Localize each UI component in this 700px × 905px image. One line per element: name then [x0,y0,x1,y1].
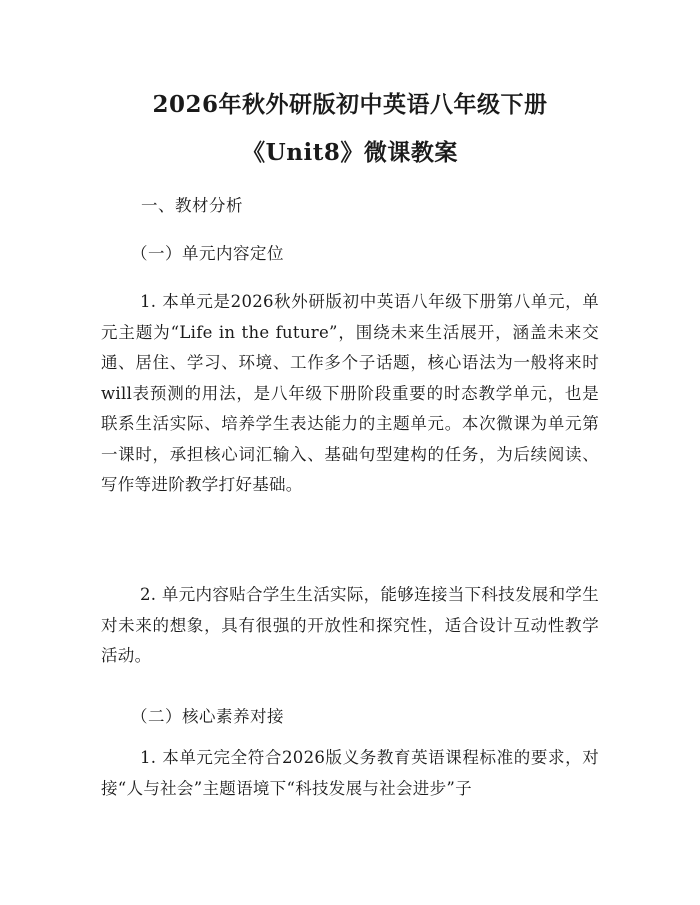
subsection-heading-unit-positioning: （一）单元内容定位 [131,244,284,263]
document-title-line-1: 2026年秋外研版初中英语八年级下册 [152,91,548,118]
subsection-heading-core-literacy: （二）核心素养对接 [131,707,284,726]
paragraph-curriculum-standard: 1. 本单元完全符合2026版义务教育英语课程标准的要求，对接“人与社会”主题语境下“科技发展与社会进步”子 [101,748,599,798]
paragraph-unit-overview: 1. 本单元是2026秋外研版初中英语八年级下册第八单元，单元主题为“Life in the future”，围绕未来生活展开，涵盖未来交通、居住、学习、环境、工作多个子话题，核心语法为一般将来时will表预测的用法，是八年级下册阶段重要的时态教学单元，也是联系生活实际、培养学生表达能力的主题单元。本次微课为单元第一课时，承担核心词汇输入、基础句型建构的任务，为后续阅读、写作等进阶教学打好基础。 [101,292,599,494]
section-heading-textbook-analysis: 一、教材分析 [141,196,243,215]
document-title-line-2: 《Unit8》微课教案 [242,139,458,166]
paragraph-unit-content: 2. 单元内容贴合学生生活实际，能够连接当下科技发展和学生对未来的想象，具有很强的开放性和探究性，适合设计互动性教学活动。 [101,585,599,665]
